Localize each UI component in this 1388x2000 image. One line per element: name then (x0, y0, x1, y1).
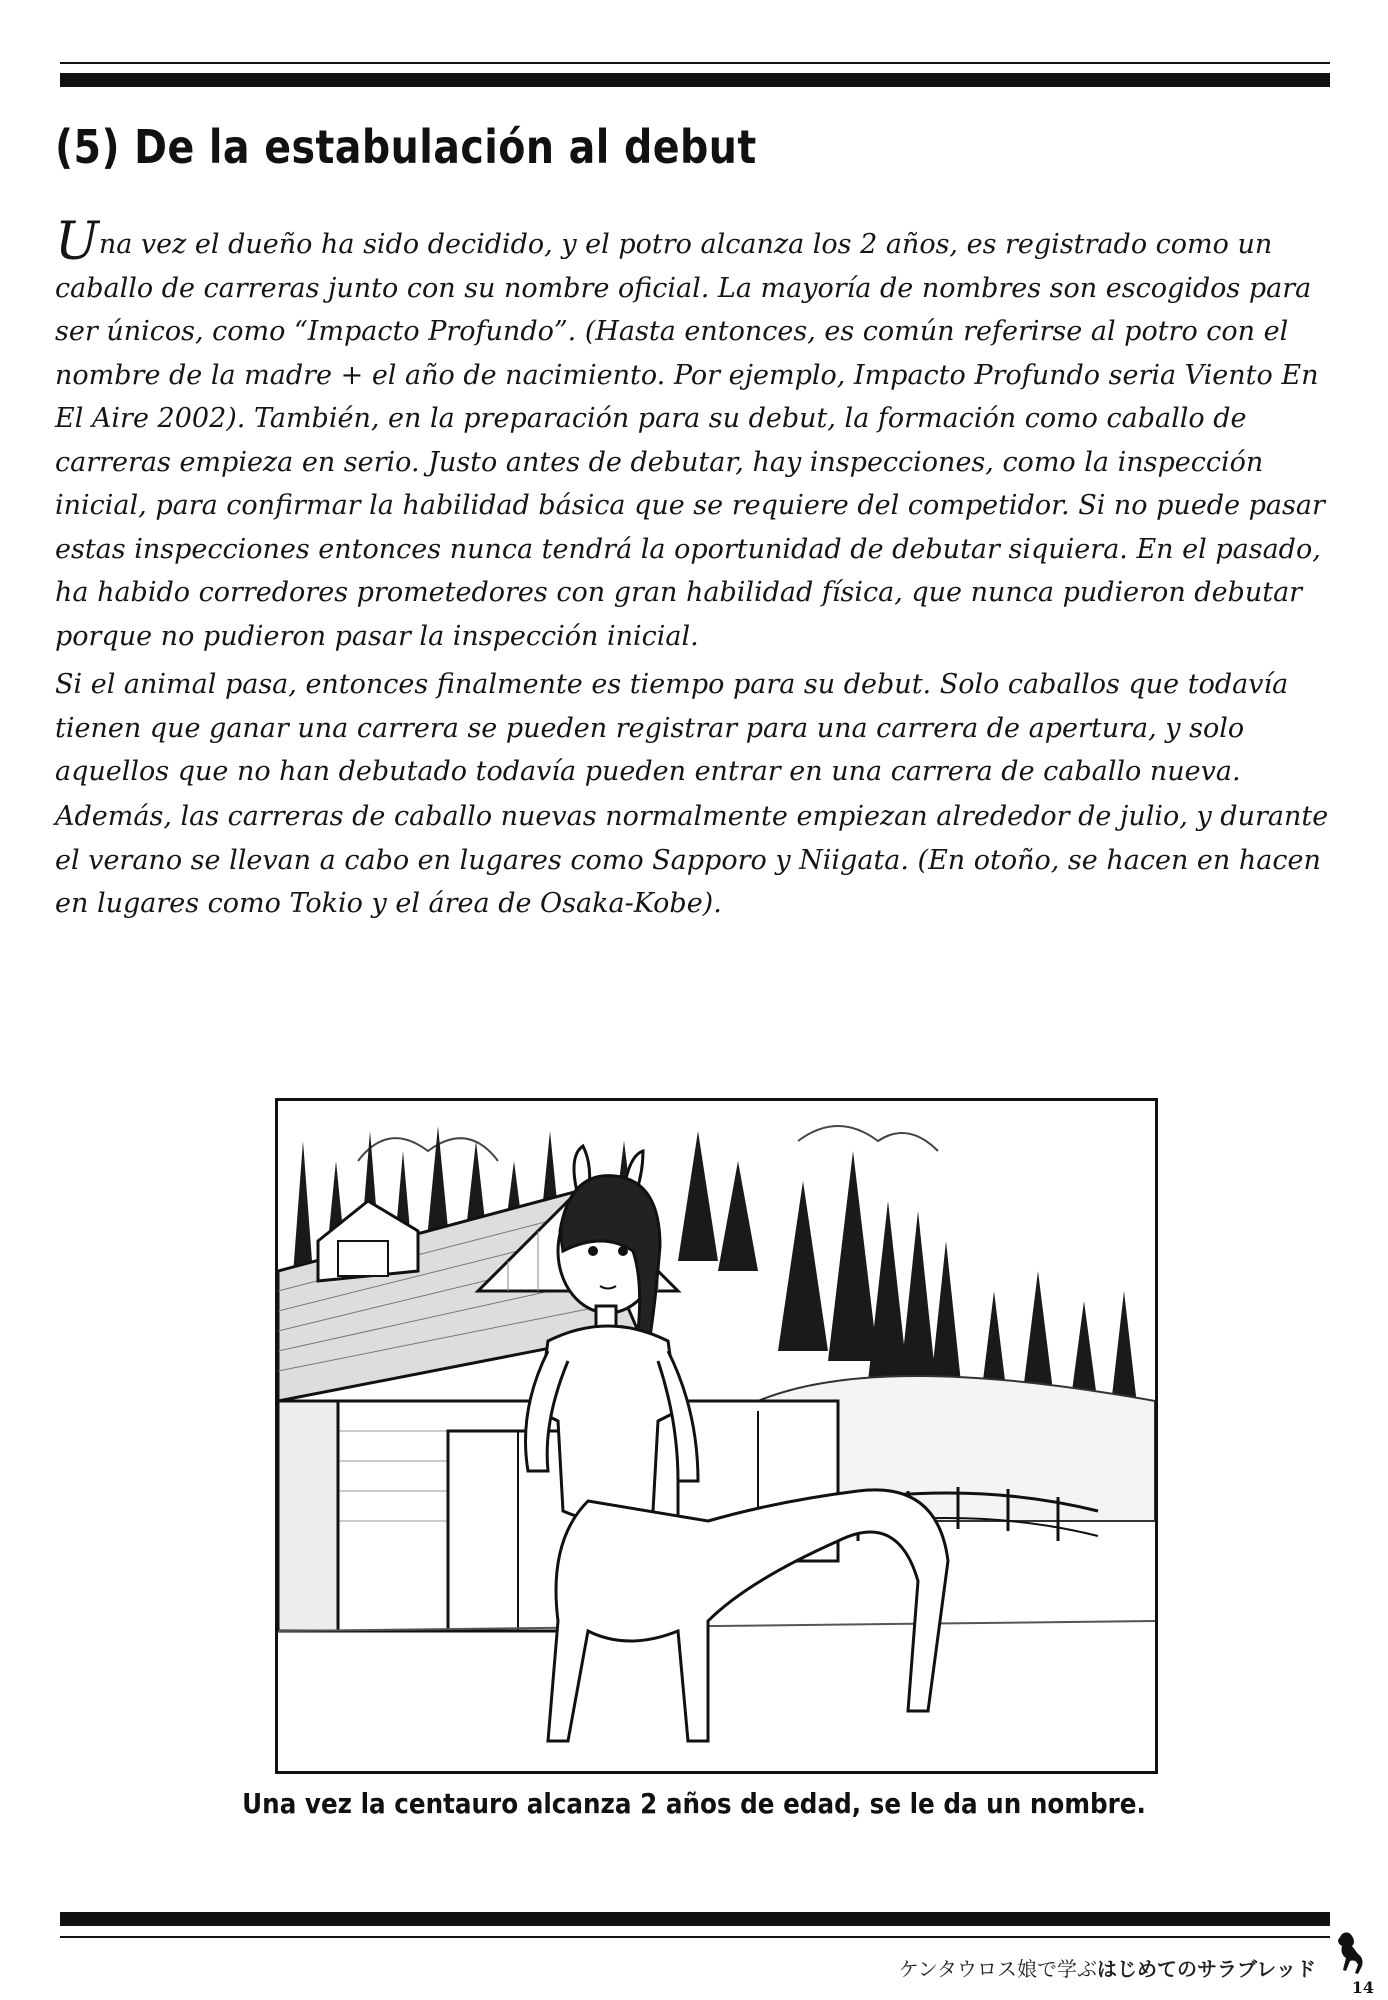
bottom-thin-rule (60, 1936, 1330, 1938)
barn-centaur-drawing (278, 1101, 1155, 1771)
footer-series-title (899, 1953, 1316, 1982)
rearing-horse-logo-icon (1328, 1930, 1370, 1978)
paragraph-2-text: Si el animal pasa, entonces finalmente es tiempo para su debut. Solo caballos que todavía tienen que ganar una carrera se pueden registrar para una carrera de apertura, y solo aquellos que no han debutado todavía pueden entrar en una carrera de caballo nueva. (55, 669, 1289, 787)
manga-illustration (275, 1098, 1158, 1774)
paragraph-1-text: na vez el dueño ha sido decidido, y el potro alcanza los 2 años, es registrado como un caballo de carreras junto con su nombre oficial. La mayoría de nombres son escogidos para ser únicos, como “Impacto Profundo”. (Hasta entonces, es común referirse al potro con el nombre de la madre + el año de nacimiento. Por ejemplo, Impacto Profundo seria Viento En El Aire 2002). También, en la preparación para su debut, la formación como caballo de carreras empieza en serio. Justo antes de debutar, hay inspecciones, como la inspección inicial, para confirmar la habilidad básica que se requiere del competidor. Si no puede pasar estas inspecciones entonces nunca tendrá la oportunidad de debutar siquiera. En el pasado, ha habido corredores prometedores con gran habilidad física, que nunca pudieron debutar porque no pudieron pasar la inspección inicial. (55, 229, 1325, 652)
paragraph-3 (55, 795, 1345, 926)
page-title: (5) De la estabulación al debut (55, 120, 757, 174)
footer-series-name: はじめてのサラブレッド (1097, 1957, 1316, 1981)
footer-series-prefix: ケンタウロス娘で学ぶ (898, 1957, 1097, 1981)
top-thick-rule (60, 73, 1330, 87)
drop-cap: U (55, 212, 99, 272)
bottom-thick-rule (60, 1912, 1330, 1926)
paragraph-3-text: Además, las carreras de caballo nuevas normalmente empiezan alrededor de julio, y durante el verano se llevan a cabo en lugares como Sapporo y Niigata. (En otoño, se hacen en hacen en lugares como Tokio y el área de Osaka-Kobe). (55, 801, 1329, 919)
paragraph-1 (55, 212, 1345, 658)
page-number: 14 (1351, 1978, 1374, 1997)
paragraph-2 (55, 663, 1345, 794)
top-thin-rule (60, 62, 1330, 64)
illustration-caption: Una vez la centauro alcanza 2 años de edad, se le da un nombre. (242, 1787, 1146, 1820)
